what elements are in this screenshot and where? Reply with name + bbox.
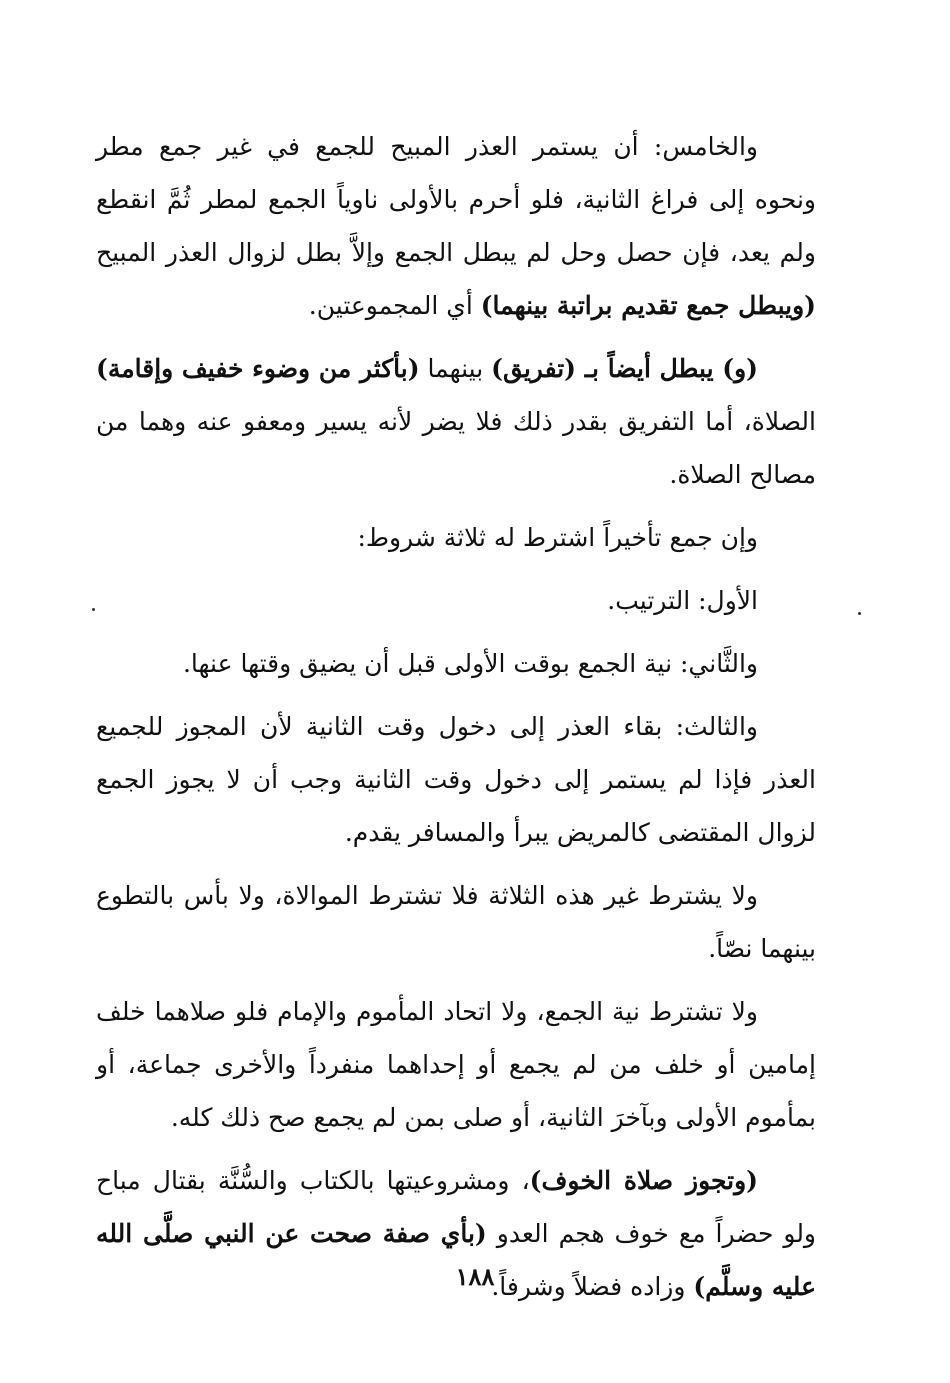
paragraph-p7 (96, 869, 816, 975)
text-run: الصلاة، أما التفريق بقدر ذلك فلا يضر لأنه يسير ومعفو عنه وهما من مصالح الصلاة. (96, 407, 816, 489)
scan-speck (858, 612, 861, 615)
text-run: أي المجموعتين. (308, 291, 481, 320)
page-body-text (96, 120, 816, 1323)
bold-text-run: (ويبطل جمع تقديم براتبة بينهما) (480, 291, 816, 320)
bold-text-run: (بأي صفة صحت عن النبي صلَّى الله عليه وسلَّم) (96, 1219, 816, 1301)
paragraph-p5 (96, 637, 816, 690)
text-run: والخامس: أن يستمر العذر المبيح للجمع في غير جمع مطر ونحوه إلى فراغ الثانية، فلو أحرم بالأولى ناوياً الجمع لمطر ثُمَّ انقطع ولم يعد، فإن حصل وحل لم يبطل الجمع وإلاَّ بطل لزوال العذر المبيح (96, 132, 816, 267)
text-run: ولا يشترط غير هذه الثلاثة فلا تشترط الموالاة، ولا بأس بالتطوع بينهما نصّاً. (96, 881, 816, 963)
text-run: ، ومشروعيتها بالكتاب والسُّنَّة بقتال مباح ولو حضراً مع خوف هجم العدو (96, 1166, 817, 1248)
text-run: وزاده فضلاً وشرفاً. (491, 1272, 694, 1301)
paragraph-p1 (96, 120, 816, 332)
text-run: بينهما (419, 354, 492, 383)
bold-text-run: (بأكثر من وضوء خفيف وإقامة) (96, 354, 420, 383)
paragraph-p8 (96, 985, 816, 1144)
paragraph-p6 (96, 700, 816, 859)
text-run: ولا تشترط نية الجمع، ولا اتحاد المأموم والإمام فلو صلاهما خلف إمامين أو خلف من لم يجمع أو إحداهما منفرداً والأخرى جماعة، أو بمأموم الأولى وبآخرَ الثانية، أو صلى بمن لم يجمع صح ذلك كله. (96, 997, 816, 1132)
paragraph-p2 (96, 342, 816, 501)
paragraph-p4 (96, 574, 816, 627)
scan-speck (92, 608, 95, 611)
page-number: ١٨٨ (455, 1262, 495, 1291)
text-run: والثالث: بقاء العذر إلى دخول وقت الثانية لأن المجوز للجميع العذر فإذا لم يستمر إلى دخول وقت الثانية وجب أن لا يجوز الجمع لزوال المقتضى كالمريض يبرأ والمسافر يقدم. (96, 712, 816, 847)
text-run: وإن جمع تأخيراً اشترط له ثلاثة شروط: (357, 523, 758, 552)
bold-text-run: (و) يبطل أيضاً بـ (تفريق) (491, 354, 758, 383)
bold-text-run: (وتجوز صلاة الخوف) (529, 1166, 758, 1195)
text-run: الأول: الترتيب. (607, 586, 758, 615)
text-run: والثَّاني: نية الجمع بوقت الأولى قبل أن يضيق وقتها عنها. (182, 649, 758, 678)
paragraph-p3 (96, 511, 816, 564)
